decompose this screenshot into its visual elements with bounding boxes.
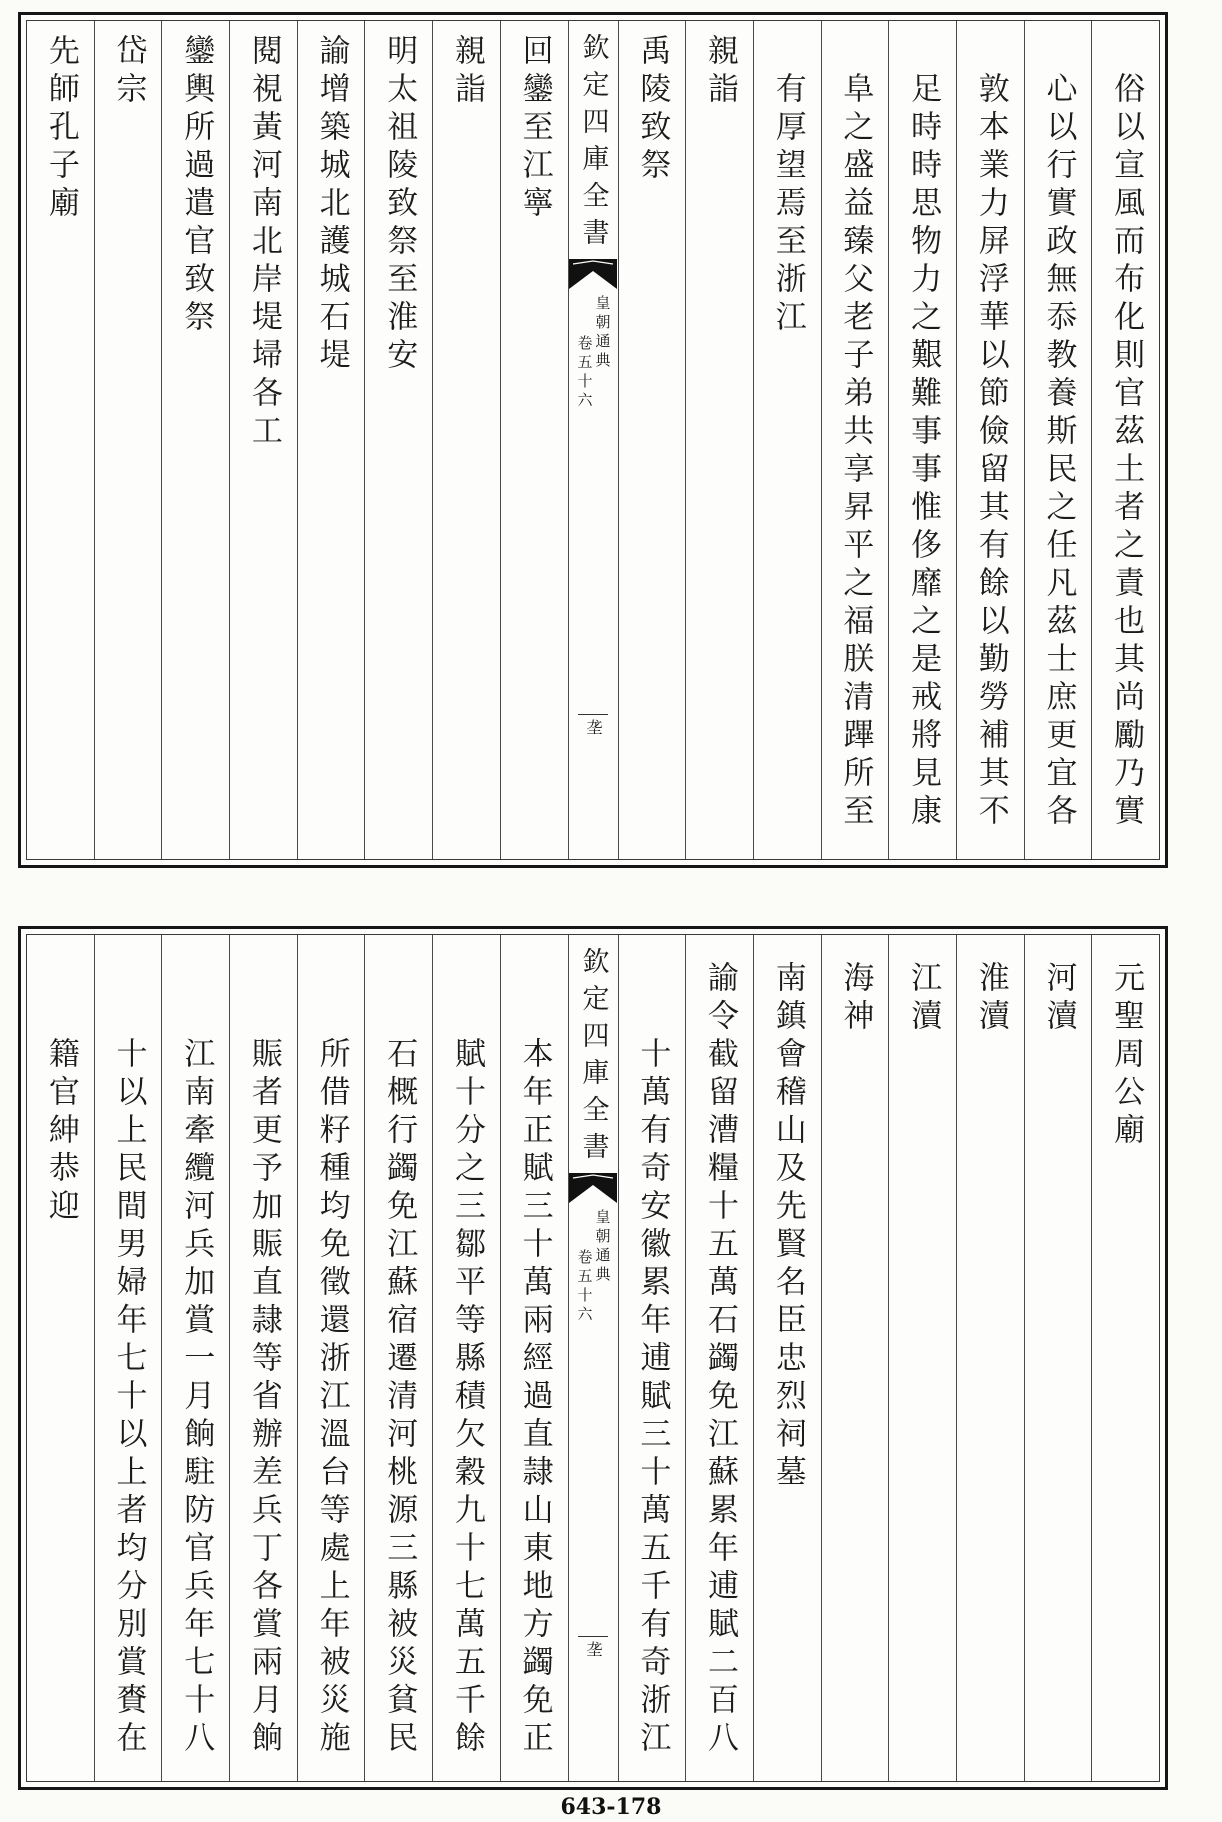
text-column [297, 21, 365, 859]
text-column [821, 935, 889, 1781]
text-column [888, 935, 956, 1781]
column-text: 海神 [837, 961, 874, 1037]
volume-label: 卷五十六 [575, 335, 594, 411]
book-name: 皇朝通典 [593, 295, 612, 371]
footer-page-code: 643-178 [560, 1794, 662, 1820]
page-number: 垄 [584, 1641, 603, 1657]
column-text: 回鑾至江寧 [516, 34, 553, 224]
column-text: 十萬有奇安徽累年逋賦三十萬五千有奇浙江 [634, 1037, 671, 1759]
text-column [161, 21, 229, 859]
book-info [577, 1209, 610, 1325]
lower-leaf-frame [26, 934, 1160, 1782]
column-text: 所借籽種均免徵還浙江溫台等處上年被災施 [313, 1037, 350, 1759]
text-column [618, 21, 686, 859]
text-column [685, 935, 753, 1781]
fish-tail-icon [569, 259, 617, 289]
text-column [229, 935, 297, 1781]
lower-leaf [18, 926, 1168, 1790]
band-rule [578, 714, 608, 715]
column-text: 江瀆 [905, 961, 942, 1037]
column-text: 元聖周公廟 [1108, 961, 1145, 1151]
book-name: 皇朝通典 [593, 1209, 612, 1285]
upper-leaf-frame [26, 20, 1160, 860]
text-column [821, 21, 889, 859]
column-text: 親詣 [448, 34, 485, 110]
text-column [1024, 21, 1092, 859]
column-text: 十以上民間男婦年七十以上者均分別賞賚在 [110, 1037, 147, 1759]
column-text: 閱視黃河南北岸堤埽各工 [245, 34, 282, 452]
column-text: 明太祖陵致祭至淮安 [381, 34, 418, 376]
column-text: 足時時思物力之艱難事事惟侈靡之是戒將見康 [905, 72, 942, 832]
text-column [27, 935, 94, 1781]
column-text: 河瀆 [1040, 961, 1077, 1037]
center-band [568, 935, 618, 1781]
column-text: 先師孔子廟 [42, 34, 79, 224]
text-column [94, 21, 162, 859]
column-text: 淮瀆 [972, 961, 1009, 1037]
column-text: 阜之盛益臻父老子弟共享昇平之福朕清蹕所至 [837, 72, 874, 832]
collection-title: 欽定四庫全書 [577, 33, 609, 255]
column-text: 籍官紳恭迎 [42, 1037, 79, 1227]
text-column [500, 21, 568, 859]
column-text: 鑾輿所過遣官致祭 [178, 34, 215, 338]
column-text: 江南牽纜河兵加賞一月餉駐防官兵年七十八 [178, 1037, 215, 1759]
column-text: 賦十分之三鄒平等縣積欠穀九十七萬五千餘 [448, 1037, 485, 1759]
column-text: 南鎮會稽山及先賢名臣忠烈祠墓 [769, 961, 806, 1493]
text-column [432, 21, 500, 859]
column-text: 心以行實政無忝教養斯民之任凡茲士庶更宜各 [1040, 72, 1077, 832]
text-column [685, 21, 753, 859]
fish-tail-icon [569, 1173, 617, 1203]
column-text: 岱宗 [110, 34, 147, 110]
text-column [94, 935, 162, 1781]
column-text: 諭令截留漕糧十五萬石蠲免江蘇累年逋賦二百八 [702, 961, 739, 1759]
text-column [956, 935, 1024, 1781]
text-column [1091, 935, 1159, 1781]
column-text: 賑者更予加賑直隷等省辦差兵丁各賞兩月餉 [245, 1037, 282, 1759]
column-text: 俗以宣風而布化則官茲土者之責也其尚勵乃實 [1108, 72, 1145, 832]
text-column [888, 21, 956, 859]
text-column [1091, 21, 1159, 859]
band-rule [578, 1636, 608, 1637]
column-text: 本年正賦三十萬兩經過直隷山東地方蠲免正 [516, 1037, 553, 1759]
text-column [161, 935, 229, 1781]
text-column [297, 935, 365, 1781]
center-band [568, 21, 618, 859]
column-text: 敦本業力屏浮華以節儉留其有餘以勤勞補其不 [972, 72, 1009, 832]
text-column [364, 21, 432, 859]
text-column [753, 935, 821, 1781]
upper-leaf [18, 12, 1168, 868]
text-column [618, 935, 686, 1781]
volume-label: 卷五十六 [575, 1249, 594, 1325]
text-column [27, 21, 94, 859]
page-number: 垄 [584, 719, 603, 735]
column-text: 諭增築城北護城石堤 [313, 34, 350, 376]
book-info [577, 295, 610, 411]
text-column [1024, 935, 1092, 1781]
column-text: 親詣 [702, 34, 739, 110]
text-column [229, 21, 297, 859]
column-text: 禹陵致祭 [634, 34, 671, 186]
column-text: 有厚望焉至浙江 [769, 72, 806, 338]
column-text: 石概行蠲免江蘇宿遷清河桃源三縣被災貧民 [381, 1037, 418, 1759]
text-column [753, 21, 821, 859]
collection-title: 欽定四庫全書 [577, 947, 609, 1169]
text-column [364, 935, 432, 1781]
text-column [500, 935, 568, 1781]
text-column [432, 935, 500, 1781]
text-column [956, 21, 1024, 859]
